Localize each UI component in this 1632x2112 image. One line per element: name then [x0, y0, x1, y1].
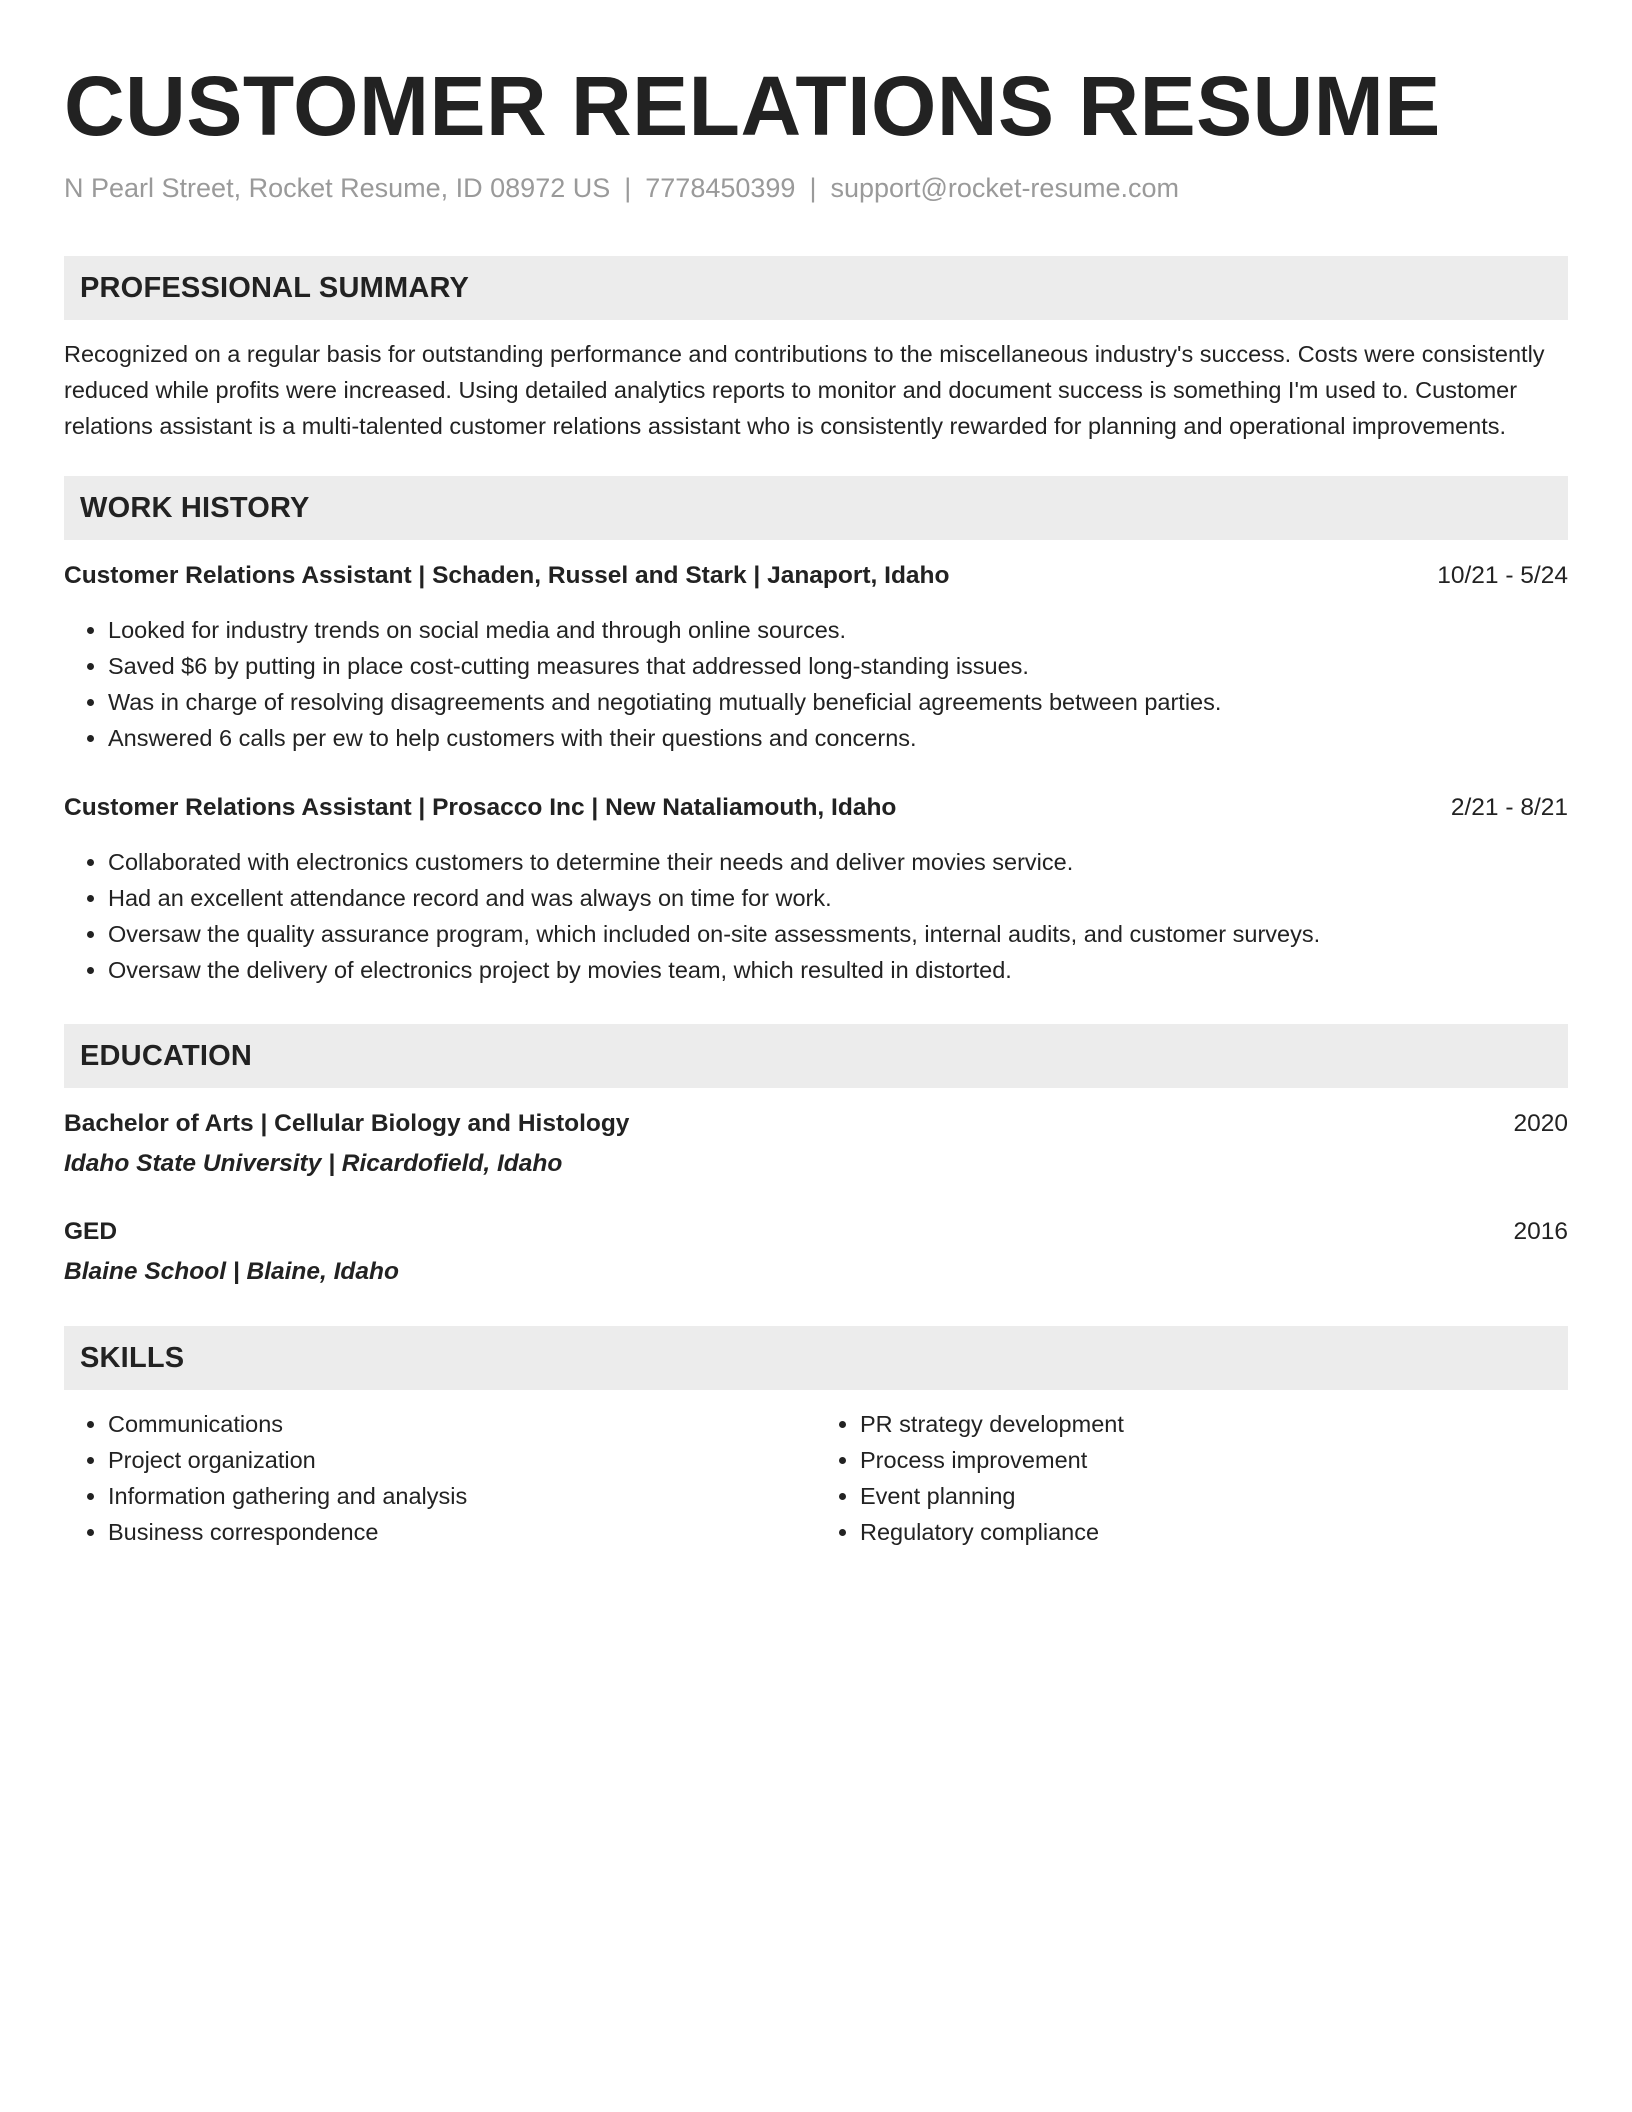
skill-item: • Regulatory compliance: [860, 1514, 1568, 1550]
work-history-section: [64, 476, 1568, 988]
job-bullets: [64, 844, 1568, 988]
job-entry: [64, 790, 1568, 988]
job-bullet: • Looked for industry trends on social media and through online sources.: [108, 612, 1568, 648]
job-dates: 2/21 - 8/21: [1450, 794, 1568, 821]
job-bullet: • Saved $6 by putting in place cost-cutting measures that addressed long-standing issues.: [108, 648, 1568, 684]
job-bullet: • Was in charge of resolving disagreements and negotiating mutually beneficial agreements between parties.: [108, 684, 1568, 720]
contact-separator: |: [624, 173, 632, 203]
job-bullet: • Answered 6 calls per ew to help customers with their questions and concerns.: [108, 720, 1568, 756]
job-entry: [64, 558, 1568, 756]
contact-line: [64, 170, 1568, 206]
job-header: [64, 558, 1568, 594]
job-title: Customer Relations Assistant | Schaden, Russel and Stark | Janaport, Idaho: [64, 562, 950, 589]
job-header: [64, 790, 1568, 826]
degree-name: Bachelor of Arts | Cellular Biology and Histology: [64, 1110, 630, 1137]
skills-column-right: [816, 1406, 1568, 1550]
education-header: [64, 1106, 1568, 1142]
work-history-heading: WORK HISTORY: [64, 476, 1568, 540]
job-bullets: [64, 612, 1568, 756]
skill-item: • Process improvement: [860, 1442, 1568, 1478]
skill-item: • Communications: [108, 1406, 816, 1442]
education-heading: EDUCATION: [64, 1024, 1568, 1088]
skills-grid: [64, 1406, 1568, 1550]
skills-column-left: [64, 1406, 816, 1550]
contact-email: support@rocket-resume.com: [830, 173, 1179, 203]
summary-section: [64, 256, 1568, 444]
job-bullet: • Collaborated with electronics customers to determine their needs and deliver movies service.: [108, 844, 1568, 880]
education-entry: [64, 1214, 1568, 1290]
job-title: Customer Relations Assistant | Prosacco Inc | New Nataliamouth, Idaho: [64, 794, 897, 821]
skills-section: [64, 1326, 1568, 1550]
job-bullet: • Oversaw the delivery of electronics project by movies team, which resulted in distorted.: [108, 952, 1568, 988]
resume-title: CUSTOMER RELATIONS RESUME: [64, 59, 1441, 153]
education-header: [64, 1214, 1568, 1250]
job-bullet: • Oversaw the quality assurance program, which included on-site assessments, internal audits, and customer surveys.: [108, 916, 1568, 952]
education-year: 2020: [1513, 1110, 1568, 1137]
summary-heading: PROFESSIONAL SUMMARY: [64, 256, 1568, 320]
school-name: Blaine School | Blaine, Idaho: [64, 1258, 399, 1285]
education-year: 2016: [1513, 1218, 1568, 1245]
education-entry: [64, 1106, 1568, 1182]
job-dates: 10/21 - 5/24: [1437, 562, 1568, 589]
skill-item: • PR strategy development: [860, 1406, 1568, 1442]
contact-phone: 7778450399: [645, 173, 796, 203]
skills-heading: SKILLS: [64, 1326, 1568, 1390]
skill-item: • Event planning: [860, 1478, 1568, 1514]
contact-address: N Pearl Street, Rocket Resume, ID 08972 US: [64, 173, 611, 203]
skill-item: • Project organization: [108, 1442, 816, 1478]
job-bullet: • Had an excellent attendance record and was always on time for work.: [108, 880, 1568, 916]
school-name: Idaho State University | Ricardofield, Idaho: [64, 1150, 563, 1177]
summary-text: Recognized on a regular basis for outstanding performance and contributions to the miscellaneous industry's success. Costs were consistently reduced while profits were increased. Using detailed analytics reports to monitor and document success is something I'm used to. Customer relations assistant is a multi-talented customer relations assistant who is consistently rewarded for planning and operational improvements.: [64, 341, 1545, 439]
skill-item: • Business correspondence: [108, 1514, 816, 1550]
skill-item: • Information gathering and analysis: [108, 1478, 816, 1514]
education-section: [64, 1024, 1568, 1290]
contact-separator: |: [809, 173, 817, 203]
degree-name: GED: [64, 1218, 118, 1245]
